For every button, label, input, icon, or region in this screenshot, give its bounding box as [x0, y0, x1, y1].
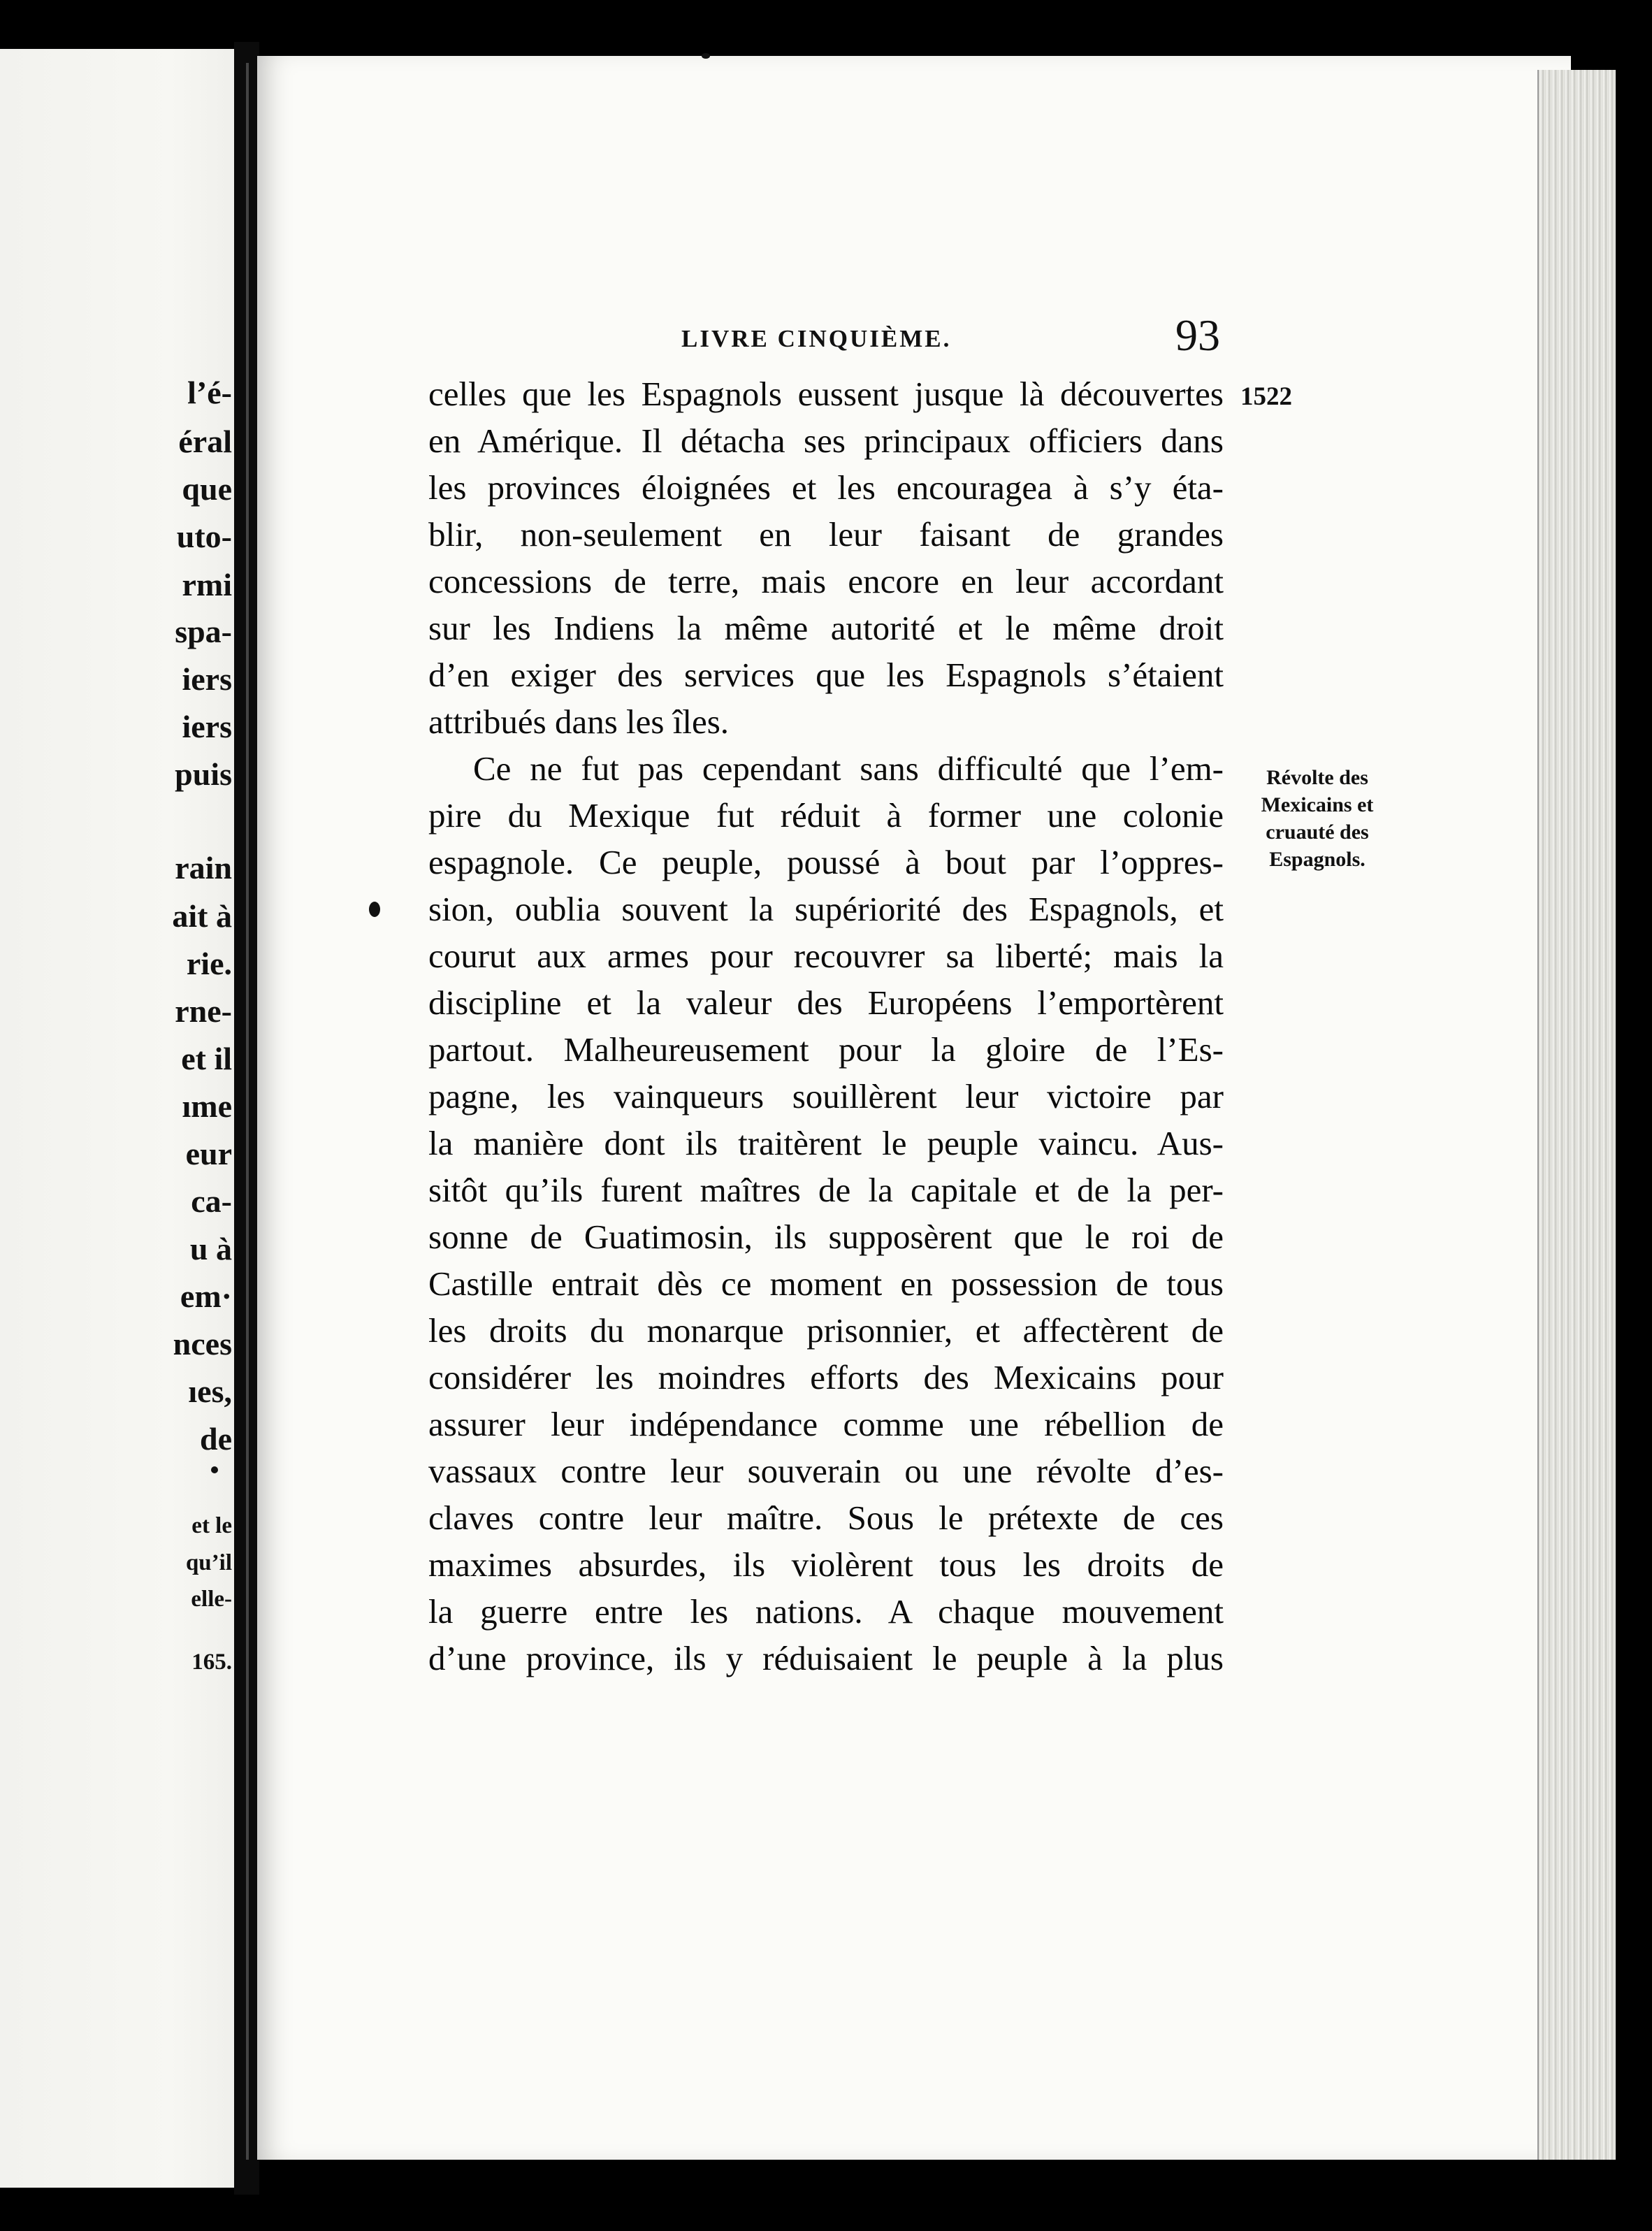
- left-line-fragment: ıes,: [188, 1373, 232, 1409]
- text-line: discipline et la valeur des Européens l’emportèrent: [428, 983, 1224, 1022]
- text-line: partout. Malheureusement pour la gloire de l’Es-: [428, 1030, 1224, 1069]
- text-line: sitôt qu’ils furent maîtres de la capitale et de la per-: [428, 1171, 1224, 1209]
- text-line: les provinces éloignées et les encouragea à s’y éta-: [428, 468, 1224, 507]
- ink-speck: [211, 1466, 218, 1473]
- text-line: claves contre leur maître. Sous le prétexte de ces: [428, 1499, 1224, 1537]
- left-line-fragment: et il: [181, 1041, 232, 1076]
- left-line-fragment: ait à: [172, 898, 232, 934]
- text-line: assurer leur indépendance comme une rébellion de: [428, 1405, 1224, 1443]
- margin-sidenote: [1237, 764, 1398, 873]
- left-line-fragment: l’é-: [187, 375, 232, 410]
- text-line: sonne de Guatimosin, ils supposèrent que le roi de: [428, 1218, 1224, 1256]
- left-line-fragment: eur: [185, 1136, 232, 1171]
- left-footnote-fragment: et le: [191, 1513, 232, 1538]
- text-line: courut aux armes pour recouvrer sa liberté; mais la: [428, 937, 1224, 975]
- text-line: sion, oublia souvent la supériorité des Espagnols, et: [428, 890, 1224, 928]
- text-line: espagnole. Ce peuple, poussé à bout par l’oppres-: [428, 843, 1224, 881]
- left-page-reference: 165.: [191, 1649, 232, 1675]
- sidenote-line: Révolte des: [1266, 766, 1368, 789]
- text-line: considérer les moindres efforts des Mexicains pour: [428, 1358, 1224, 1396]
- text-line: Castille entrait dès ce moment en possession de tous: [428, 1264, 1224, 1303]
- sidenote-line: Mexicains et: [1261, 793, 1374, 816]
- text-line: attribués dans les îles.: [428, 702, 730, 741]
- left-line-fragment: ıme: [182, 1088, 232, 1124]
- left-line-fragment: rne-: [175, 993, 232, 1029]
- left-line-fragment: iers: [182, 709, 232, 744]
- text-line: pire du Mexique fut réduit à former une colonie: [428, 796, 1224, 835]
- text-line: d’en exiger des services que les Espagnols s’étaient: [428, 656, 1224, 694]
- ink-speck: [702, 53, 710, 59]
- left-line-fragment: rain: [175, 850, 232, 886]
- sidenote-line: cruauté des: [1266, 821, 1369, 844]
- text-line: d’une province, ils y réduisaient le peuple à la plus: [428, 1639, 1224, 1677]
- text-line: celles que les Espagnols eussent jusque là découvertes: [428, 375, 1224, 413]
- left-line-fragment: rmi: [182, 567, 232, 602]
- text-line: la guerre entre les nations. A chaque mouvement: [428, 1592, 1224, 1631]
- left-line-fragment: éral: [178, 424, 232, 459]
- left-line-fragment: uto-: [176, 519, 232, 554]
- binding-line: [246, 63, 249, 2160]
- running-head: LIVRE CINQUIÈME.: [681, 325, 952, 352]
- left-line-fragment: que: [182, 471, 232, 507]
- left-line-fragment: puis: [175, 756, 232, 792]
- text-line: concessions de terre, mais encore en leur accordant: [428, 562, 1224, 600]
- left-line-fragment: ca-: [191, 1183, 232, 1219]
- left-line-fragment: rie.: [186, 946, 232, 981]
- sidenote-line: Espagnols.: [1269, 848, 1365, 871]
- left-line-fragment: em·: [180, 1278, 232, 1314]
- text-line: sur les Indiens la même autorité et le même droit: [428, 609, 1224, 647]
- text-line: maximes absurdes, ils violèrent tous les droits de: [428, 1545, 1224, 1584]
- margin-year: 1522: [1240, 382, 1292, 411]
- text-line: blir, non-seulement en leur faisant de grandes: [428, 515, 1224, 554]
- text-line: les droits du monarque prisonnier, et affectèrent de: [428, 1311, 1224, 1350]
- left-footnote-fragment: elle-: [191, 1587, 232, 1612]
- text-line: en Amérique. Il détacha ses principaux officiers dans: [428, 421, 1224, 460]
- left-line-fragment: u à: [189, 1231, 232, 1266]
- body-text: [428, 370, 1224, 1682]
- left-footnote-fragment: qu’il: [185, 1550, 232, 1575]
- left-line-fragment: spa-: [175, 614, 232, 649]
- left-line-fragment: iers: [182, 661, 232, 697]
- left-line-fragment: de: [200, 1421, 232, 1457]
- page-number: 93: [1175, 310, 1220, 360]
- text-line: pagne, les vainqueurs souillèrent leur victoire par: [428, 1077, 1224, 1116]
- ink-speck: [369, 902, 380, 917]
- page-edges: [1537, 70, 1616, 2160]
- previous-page-fragment: [0, 49, 245, 2188]
- text-line: la manière dont ils traitèrent le peuple vaincu. Aus-: [428, 1124, 1224, 1162]
- text-line: Ce ne fut pas cependant sans difficulté que l’em-: [473, 749, 1224, 788]
- text-line: vassaux contre leur souverain ou une révolte d’es-: [428, 1452, 1224, 1490]
- left-line-fragment: nces: [173, 1326, 232, 1362]
